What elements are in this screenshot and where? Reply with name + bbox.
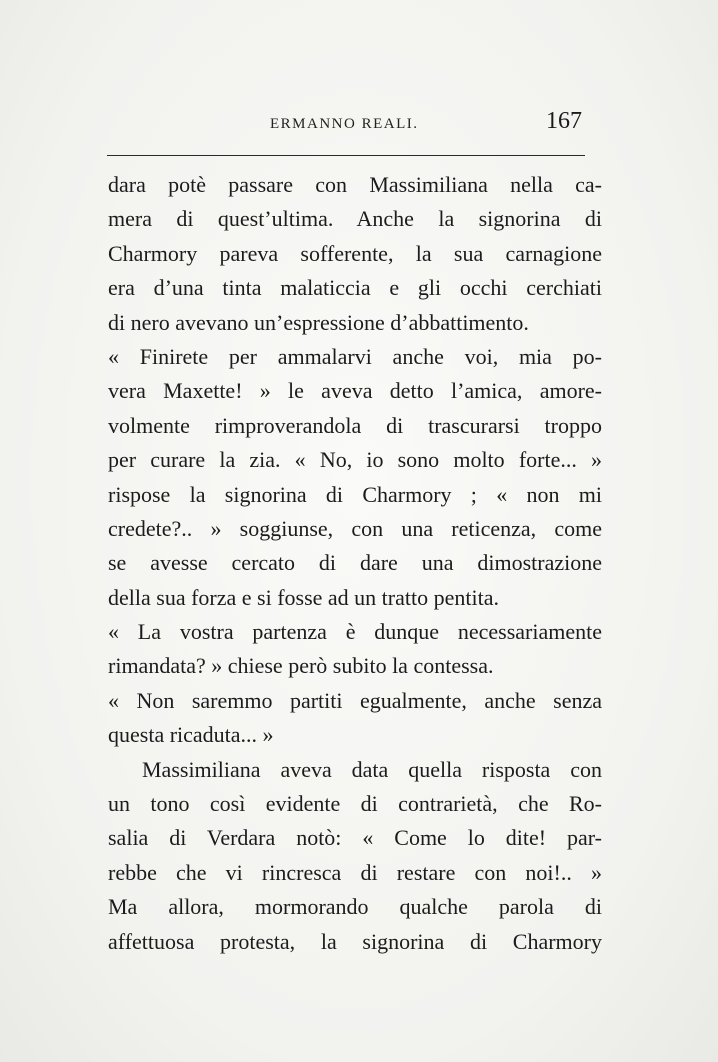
text-line: affettuosa protesta, la signorina di Charmory: [108, 928, 602, 954]
text-line: Charmory pareva sofferente, la sua carnagione: [108, 240, 602, 266]
text-line: dara potè passare con Massimiliana nella ca-: [108, 172, 602, 197]
page-number: 167: [546, 108, 582, 134]
text-line: credete?.. » soggiunse, con una reticenza, come: [108, 515, 602, 541]
text-line: della sua forza e si fosse ad un tratto pentita.: [108, 584, 499, 610]
text-line: Ma allora, mormorando qualche parola di: [108, 894, 602, 920]
text-line: « Finirete per ammalarvi anche voi, mia po-: [108, 343, 602, 369]
text-line: se avesse cercato di dare una dimostrazione: [108, 550, 602, 576]
text-line: questa ricaduta... »: [108, 722, 274, 748]
text-line: mera di quest’ultima. Anche la signorina di: [108, 206, 602, 232]
text-line: « La vostra partenza è dunque necessariamente: [108, 619, 602, 645]
text-line: Massimiliana aveva data quella risposta con: [142, 756, 602, 782]
text-line: « Non saremmo partiti egualmente, anche senza: [108, 687, 602, 713]
header-rule: [107, 155, 585, 156]
text-line: rebbe che vi rincresca di restare con noi!.. »: [108, 859, 602, 885]
text-line: volmente rimproverandola di trascurarsi troppo: [108, 412, 602, 438]
text-line: un tono così evidente di contrarietà, che Ro-: [108, 791, 602, 817]
text-line: era d’una tinta malaticcia e gli occhi cerchiati: [108, 275, 602, 301]
text-line: per curare la zia. « No, io sono molto forte... »: [108, 447, 602, 473]
text-line: salia di Verdara notò: « Come lo dite! par-: [108, 825, 602, 851]
text-line: rispose la signorina di Charmory ; « non mi: [108, 481, 602, 507]
text-line: vera Maxette! » le aveva detto l’amica, amore-: [108, 378, 602, 404]
running-head: ERMANNO REALI.: [270, 116, 419, 132]
text-line: rimandata? » chiese però subito la contessa.: [108, 653, 494, 679]
body-text: [108, 168, 602, 959]
text-line: di nero avevano un’espressione d’abbattimento.: [108, 309, 529, 335]
